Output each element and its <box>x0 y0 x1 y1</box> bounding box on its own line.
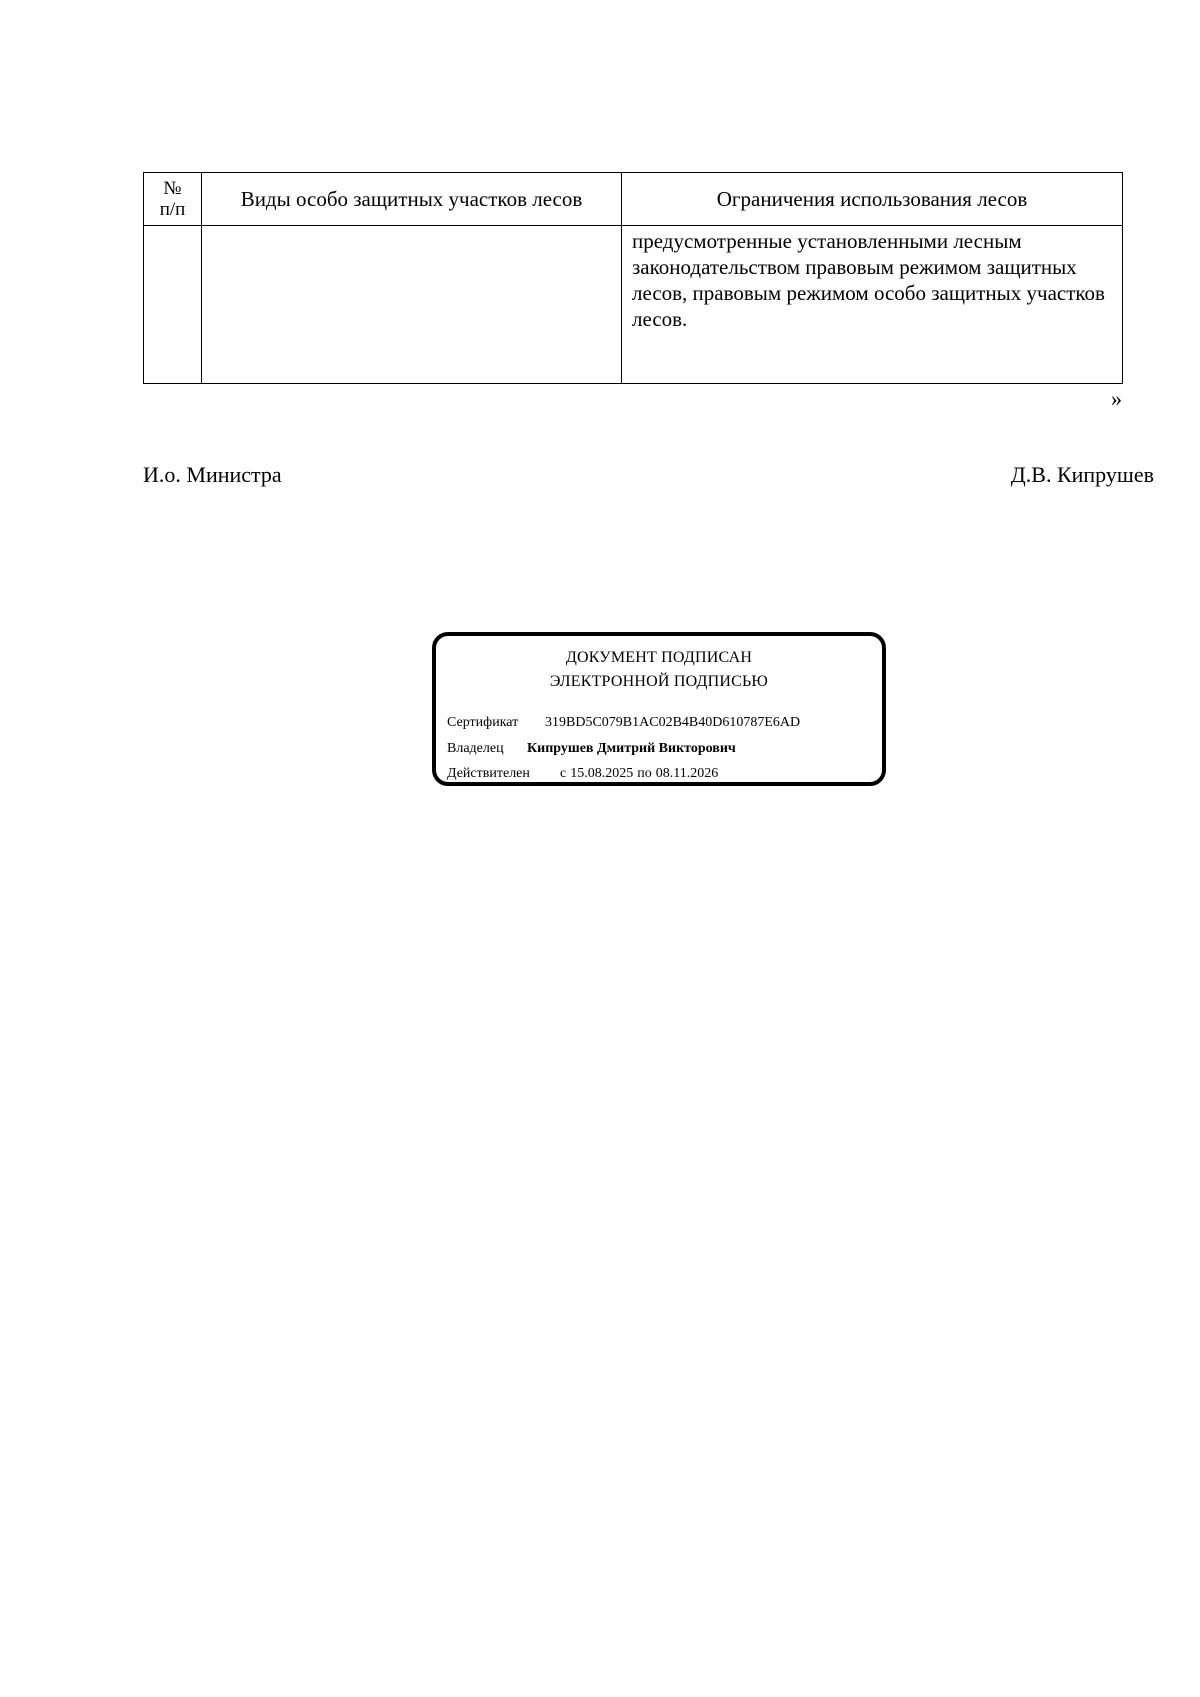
electronic-signature-stamp <box>432 632 886 786</box>
stamp-owner-row <box>447 740 736 758</box>
table-row <box>144 226 1123 384</box>
header-types: Виды особо защитных участков лесов <box>202 173 622 226</box>
validity-label: Действителен <box>447 766 530 781</box>
stamp-certificate-row <box>447 714 800 732</box>
signatory-name: Д.В. Кипрушев <box>1010 462 1154 487</box>
valid-to-prefix: по <box>637 766 652 781</box>
row-number-cell <box>144 226 202 384</box>
header-number <box>144 173 202 226</box>
owner-value: Кипрушев Дмитрий Викторович <box>527 741 736 756</box>
table-header-row <box>144 173 1123 226</box>
certificate-value: 319BD5C079B1AC02B4B40D610787E6AD <box>545 715 801 730</box>
stamp-title-line2: ЭЛЕКТРОННОЙ ПОДПИСЬЮ <box>549 673 769 690</box>
header-number-symbol: № <box>163 178 182 199</box>
stamp-title-line1: ДОКУМЕНТ ПОДПИСАН <box>565 649 753 666</box>
closing-quote: » <box>1111 386 1122 411</box>
stamp-title <box>436 646 882 694</box>
header-restrictions: Ограничения использования лесов <box>622 173 1123 226</box>
valid-from-prefix: с <box>560 766 567 781</box>
row-type-cell <box>202 226 622 384</box>
signatory-role: И.о. Министра <box>143 462 282 487</box>
valid-from-date: 15.08.2025 <box>570 766 634 781</box>
stamp-validity-row <box>447 765 718 783</box>
row-restriction-cell <box>622 226 1123 384</box>
header-number-pp: п/п <box>159 199 186 220</box>
certificate-label: Сертификат <box>447 715 519 730</box>
owner-label: Владелец <box>447 741 504 756</box>
row-restriction-text: предусмотренные установленными лесным законодательством правовым режимом защитных лесов, правовым режимом особо защитных участков лесов. <box>632 229 1105 331</box>
forest-restrictions-table <box>143 172 1123 384</box>
valid-to-date: 08.11.2026 <box>655 766 719 781</box>
